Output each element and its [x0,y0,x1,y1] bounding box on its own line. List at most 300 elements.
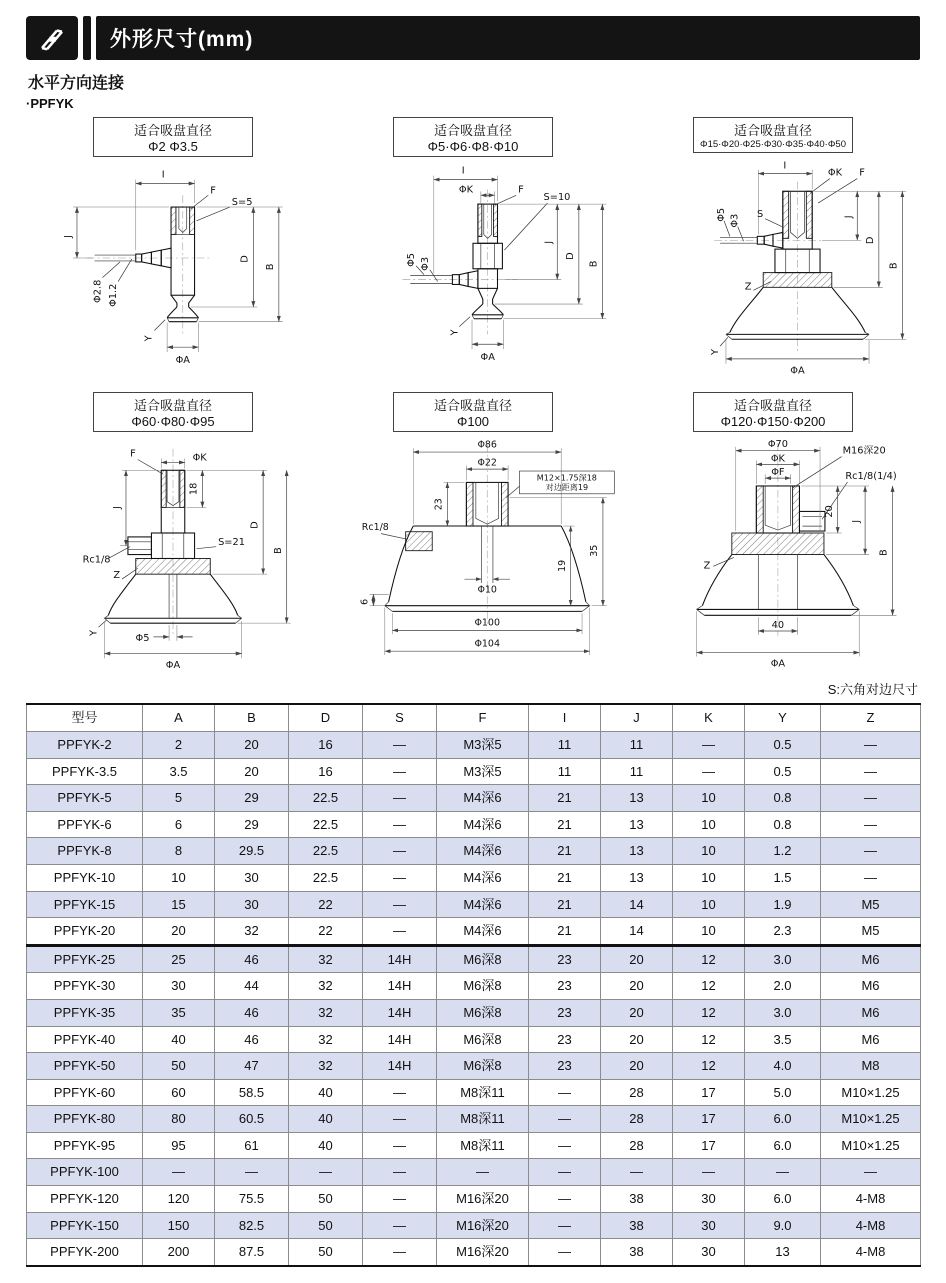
caption-line1: 适合吸盘直径 [433,123,512,138]
table-row [27,811,921,838]
value-cell: 11 [601,731,673,758]
dim-label-b: B [264,263,276,271]
drawing-cell [326,392,620,675]
value-cell: 46 [215,945,289,973]
value-cell: 12 [673,999,745,1026]
page-header [26,16,920,60]
value-cell: — [363,1079,437,1106]
value-cell: M5 [821,918,921,946]
dimension-lines [416,176,606,349]
dim-label-23: 23 [433,498,445,511]
value-cell: 47 [215,1053,289,1080]
dim-label-18: 18 [188,482,200,496]
value-cell: 30 [673,1239,745,1266]
dim-label-phi70: Φ70 [767,439,788,451]
caption-line1: 适合吸盘直径 [733,123,812,138]
value-cell: 3.0 [745,945,821,973]
value-cell: M4深6 [437,811,529,838]
table-row [27,1186,921,1213]
dim-label-s: S=21 [218,537,245,549]
value-cell: 23 [529,999,601,1026]
dim-label-phi86: Φ86 [477,439,497,451]
dim-label-phi3: Φ3 [729,213,741,228]
diameter-caption [93,117,253,157]
value-cell: — [289,1159,363,1186]
value-cell: 200 [143,1239,215,1266]
caption-line2: Φ15·Φ20·Φ25·Φ30·Φ35·Φ40·Φ50 [699,139,846,150]
value-cell: 40 [289,1106,363,1133]
value-cell: 35 [143,999,215,1026]
value-cell: 120 [143,1186,215,1213]
table-row [27,864,921,891]
diameter-caption [393,392,553,432]
section-subtitle: 水平方向连接 [28,75,125,92]
dim-label-f: F [130,448,136,460]
value-cell: 38 [601,1239,673,1266]
value-cell: M4深6 [437,918,529,946]
table-row [27,1079,921,1106]
value-cell: 21 [529,838,601,865]
dim-label-f: F [518,184,524,196]
value-cell: 23 [529,973,601,1000]
value-cell: 14 [601,918,673,946]
value-cell: 46 [215,999,289,1026]
model-cell: PPFYK-30 [27,973,143,1000]
value-cell: M6 [821,1026,921,1053]
value-cell: — [363,811,437,838]
value-cell: — [821,785,921,812]
dim-label-phiF: ΦF [771,467,785,479]
value-cell: 5.0 [745,1079,821,1106]
value-cell: 28 [601,1132,673,1159]
dim-label-j: J [843,215,855,219]
value-cell: M8深11 [437,1132,529,1159]
dim-label-i: I [783,160,787,172]
model-cell: PPFYK-40 [27,1026,143,1053]
model-cell: PPFYK-6 [27,811,143,838]
dim-label-m16: M16深20 [842,445,886,457]
value-cell: M4深6 [437,864,529,891]
value-cell: M3深5 [437,758,529,785]
dim-label-rc1-8: Rc1/8 [82,554,111,566]
technical-drawing-phi120-200 [626,435,920,675]
value-cell: — [363,918,437,946]
series-label: ·PPFYK [26,96,74,111]
dim-label-j: J [112,506,124,510]
value-cell: 32 [289,999,363,1026]
value-cell: — [215,1159,289,1186]
value-cell: — [363,1212,437,1239]
value-cell: 12 [673,1026,745,1053]
model-cell: PPFYK-60 [27,1079,143,1106]
value-cell: 80 [143,1106,215,1133]
dim-label-d: D [239,255,251,263]
value-cell: 46 [215,1026,289,1053]
value-cell: 9.0 [745,1212,821,1239]
value-cell: — [529,1186,601,1213]
value-cell: 20 [601,1053,673,1080]
value-cell: 30 [673,1186,745,1213]
value-cell: 12 [673,1053,745,1080]
value-cell: 95 [143,1132,215,1159]
technical-drawing-phi2-3.5 [26,160,320,376]
value-cell: 10 [673,891,745,918]
column-header: F [437,704,529,731]
value-cell: 25 [143,945,215,973]
value-cell: 21 [529,811,601,838]
dim-label-phi100: Φ100 [474,617,500,629]
table-row [27,918,921,946]
dim-label-phi2-8: Φ2.8 [92,279,104,303]
value-cell: 8 [143,838,215,865]
value-cell: 32 [289,1053,363,1080]
value-cell: 21 [529,864,601,891]
table-row [27,1053,921,1080]
dim-label-f: F [210,185,216,197]
dim-label-19: 19 [556,560,568,573]
value-cell: 75.5 [215,1186,289,1213]
table-row [27,1159,921,1186]
hex-distance-label: 对边距离19 [545,483,589,493]
model-cell: PPFYK-10 [27,864,143,891]
value-cell: 10 [673,838,745,865]
value-cell: 12 [673,973,745,1000]
value-cell: 82.5 [215,1212,289,1239]
table-row [27,945,921,973]
table-row [27,1212,921,1239]
value-cell: 0.8 [745,811,821,838]
drawing-cell [326,117,620,386]
value-cell: 23 [529,945,601,973]
dim-label-phiA: ΦA [790,365,805,377]
caption-line1: 适合吸盘直径 [733,398,812,414]
fitting-outline [714,181,869,352]
model-cell: PPFYK-35 [27,999,143,1026]
dim-label-40: 40 [771,620,785,632]
value-cell: 28 [601,1079,673,1106]
value-cell: — [363,1132,437,1159]
value-cell: 6.0 [745,1106,821,1133]
value-cell: — [529,1159,601,1186]
column-header: J [601,704,673,731]
table-row [27,785,921,812]
value-cell: — [673,1159,745,1186]
value-cell: 10 [143,864,215,891]
value-cell: 2.0 [745,973,821,1000]
value-cell: 16 [289,731,363,758]
dim-label-s: S [756,208,764,220]
dim-label-b: B [272,547,284,555]
caption-line2: Φ60·Φ80·Φ95 [131,414,215,430]
value-cell: 10 [673,811,745,838]
table-row [27,758,921,785]
value-cell: 30 [215,891,289,918]
value-cell: — [363,838,437,865]
drawing-cell [26,117,320,386]
dim-label-j: J [851,520,863,523]
dim-label-phiK: ΦK [458,184,473,196]
value-cell: — [529,1106,601,1133]
page-title: 外形尺寸(mm) [110,28,254,51]
dim-label-phiK: ΦK [770,453,785,465]
technical-drawing-phi5-10 [326,160,620,376]
dim-label-i: I [161,169,165,181]
value-cell: M6 [821,973,921,1000]
value-cell: — [437,1159,529,1186]
value-cell: 60.5 [215,1106,289,1133]
fitting-outline [385,445,590,625]
dim-label-b: B [878,549,890,557]
dim-label-y: Y [710,349,722,355]
value-cell: — [363,1186,437,1213]
value-cell: 6.0 [745,1186,821,1213]
column-header: Z [821,704,921,731]
value-cell: 6 [143,811,215,838]
value-cell: 87.5 [215,1239,289,1266]
value-cell: — [529,1132,601,1159]
diameter-caption [393,117,553,157]
value-cell: — [821,838,921,865]
value-cell: 13 [601,785,673,812]
value-cell: 32 [289,945,363,973]
value-cell: M16深20 [437,1186,529,1213]
value-cell: 40 [143,1026,215,1053]
dim-label-phi5: Φ5 [716,207,728,222]
value-cell: M6深8 [437,1026,529,1053]
dim-label-phi5: Φ5 [406,252,418,267]
value-cell: — [821,811,921,838]
value-cell: M3深5 [437,731,529,758]
value-cell: — [529,1239,601,1266]
dim-label-f: F [859,167,865,179]
value-cell: 30 [673,1212,745,1239]
hex-note: S:六角对边尺寸 [827,682,918,698]
value-cell: 32 [289,973,363,1000]
value-cell: 32 [215,918,289,946]
technical-drawing-phi100 [326,435,620,667]
value-cell: — [821,758,921,785]
table-row [27,1132,921,1159]
table-row [27,973,921,1000]
value-cell: 23 [529,1026,601,1053]
dim-label-phiA: ΦA [175,354,190,366]
value-cell: 10 [673,918,745,946]
value-cell: 13 [745,1239,821,1266]
value-cell: 22.5 [289,811,363,838]
value-cell: 3.5 [745,1026,821,1053]
value-cell: 0.5 [745,758,821,785]
value-cell: 20 [143,918,215,946]
value-cell: M4深6 [437,838,529,865]
value-cell: M6 [821,999,921,1026]
table-header-row [27,704,921,731]
technical-drawing-phi60-95 [26,435,320,675]
technical-drawing-phi15-50 [626,156,920,386]
value-cell: 4.0 [745,1053,821,1080]
value-cell: 38 [601,1186,673,1213]
value-cell: 61 [215,1132,289,1159]
model-cell: PPFYK-100 [27,1159,143,1186]
value-cell: 50 [289,1186,363,1213]
value-cell: M16深20 [437,1239,529,1266]
value-cell: 4-M8 [821,1186,921,1213]
drawings-grid [26,117,920,675]
value-cell: 40 [289,1079,363,1106]
dim-label-b: B [888,262,900,270]
caption-line1: 适合吸盘直径 [433,398,512,414]
model-cell: PPFYK-80 [27,1106,143,1133]
value-cell: 20 [601,1026,673,1053]
value-cell: 1.9 [745,891,821,918]
table-row [27,1106,921,1133]
value-cell: 14H [363,999,437,1026]
value-cell: 4-M8 [821,1239,921,1266]
column-header: B [215,704,289,731]
dim-label-y: Y [143,335,155,342]
model-cell: PPFYK-15 [27,891,143,918]
value-cell: M8深11 [437,1079,529,1106]
caption-line2: Φ2 Φ3.5 [148,139,198,154]
value-cell: — [529,1079,601,1106]
model-cell: PPFYK-5 [27,785,143,812]
value-cell: M10×1.25 [821,1106,921,1133]
diameter-caption [693,117,853,153]
value-cell: 30 [143,973,215,1000]
value-cell: M6深8 [437,945,529,973]
value-cell: 17 [673,1106,745,1133]
value-cell: 16 [289,758,363,785]
value-cell: — [363,731,437,758]
value-cell: — [821,864,921,891]
dim-label-d: D [249,521,261,530]
value-cell: 13 [601,811,673,838]
dim-label-i: I [461,165,465,177]
dim-label-z: Z [113,570,121,582]
value-cell: 17 [673,1132,745,1159]
dim-label-j: J [543,240,555,244]
value-cell: 22.5 [289,838,363,865]
caption-line1: 适合吸盘直径 [133,398,212,414]
dim-label-phi1-2: Φ1.2 [108,283,120,307]
value-cell: 14H [363,945,437,973]
value-cell: 17 [673,1079,745,1106]
value-cell: 4-M8 [821,1212,921,1239]
dim-label-phiA: ΦA [770,658,786,670]
table-body [27,731,921,1265]
value-cell: — [673,731,745,758]
dim-label-phi22: Φ22 [477,457,497,469]
value-cell: M10×1.25 [821,1132,921,1159]
value-cell: M16深20 [437,1212,529,1239]
value-cell: 15 [143,891,215,918]
value-cell: 150 [143,1212,215,1239]
value-cell: — [745,1159,821,1186]
dim-label-20: 20 [823,505,835,518]
dim-label-phi104: Φ104 [474,638,500,650]
dim-label-6: 6 [359,599,371,606]
value-cell: M8 [821,1053,921,1080]
value-cell: M6深8 [437,973,529,1000]
model-cell: PPFYK-200 [27,1239,143,1266]
value-cell: 22.5 [289,864,363,891]
value-cell: — [601,1159,673,1186]
value-cell: M6 [821,945,921,973]
value-cell: M5 [821,891,921,918]
value-cell: 38 [601,1212,673,1239]
table-row [27,1026,921,1053]
value-cell: 28 [601,1106,673,1133]
column-header: S [363,704,437,731]
dim-label-b: B [588,260,600,268]
table-row [27,838,921,865]
value-cell: 2.3 [745,918,821,946]
dim-label-j: J [63,234,75,238]
value-cell: M8深11 [437,1106,529,1133]
value-cell: 60 [143,1079,215,1106]
dim-label-s: S=5 [231,197,253,209]
value-cell: 20 [601,999,673,1026]
column-header: 型号 [27,704,143,731]
table-row [27,891,921,918]
model-cell: PPFYK-150 [27,1212,143,1239]
value-cell: 11 [601,758,673,785]
value-cell: M4深6 [437,785,529,812]
model-cell: PPFYK-25 [27,945,143,973]
value-cell: 0.8 [745,785,821,812]
column-header: Y [745,704,821,731]
value-cell: 14H [363,973,437,1000]
value-cell: 10 [673,864,745,891]
dim-label-d: D [564,252,576,260]
value-cell: 29.5 [215,838,289,865]
value-cell: — [363,1159,437,1186]
dim-label-phi10: Φ10 [477,584,497,596]
value-cell: 0.5 [745,731,821,758]
value-cell: 20 [215,758,289,785]
thread-spec-label: M12×1.75深18 [536,473,597,483]
dim-label-35: 35 [589,544,601,558]
model-cell: PPFYK-3.5 [27,758,143,785]
column-header: A [143,704,215,731]
value-cell: 44 [215,973,289,1000]
value-cell: 20 [601,945,673,973]
value-cell: — [363,1106,437,1133]
value-cell: — [821,1159,921,1186]
caption-line2: Φ5·Φ6·Φ8·Φ10 [427,139,519,154]
value-cell: 5 [143,785,215,812]
value-cell: 21 [529,891,601,918]
value-cell: 22 [289,891,363,918]
value-cell: 3.5 [143,758,215,785]
value-cell: — [363,758,437,785]
header-icon-box [26,16,78,60]
model-cell: PPFYK-120 [27,1186,143,1213]
diameter-caption [93,392,253,432]
value-cell: M10×1.25 [821,1079,921,1106]
value-cell: 14H [363,1026,437,1053]
value-cell: 2 [143,731,215,758]
value-cell: 20 [601,973,673,1000]
value-cell: 32 [289,1026,363,1053]
value-cell: 13 [601,838,673,865]
value-cell: 11 [529,758,601,785]
value-cell: M6深8 [437,999,529,1026]
value-cell: 29 [215,811,289,838]
dim-label-rc: Rc1/8(1/4) [845,471,897,483]
value-cell: — [363,785,437,812]
value-cell: 1.5 [745,864,821,891]
dim-label-phiA: ΦA [480,351,495,363]
